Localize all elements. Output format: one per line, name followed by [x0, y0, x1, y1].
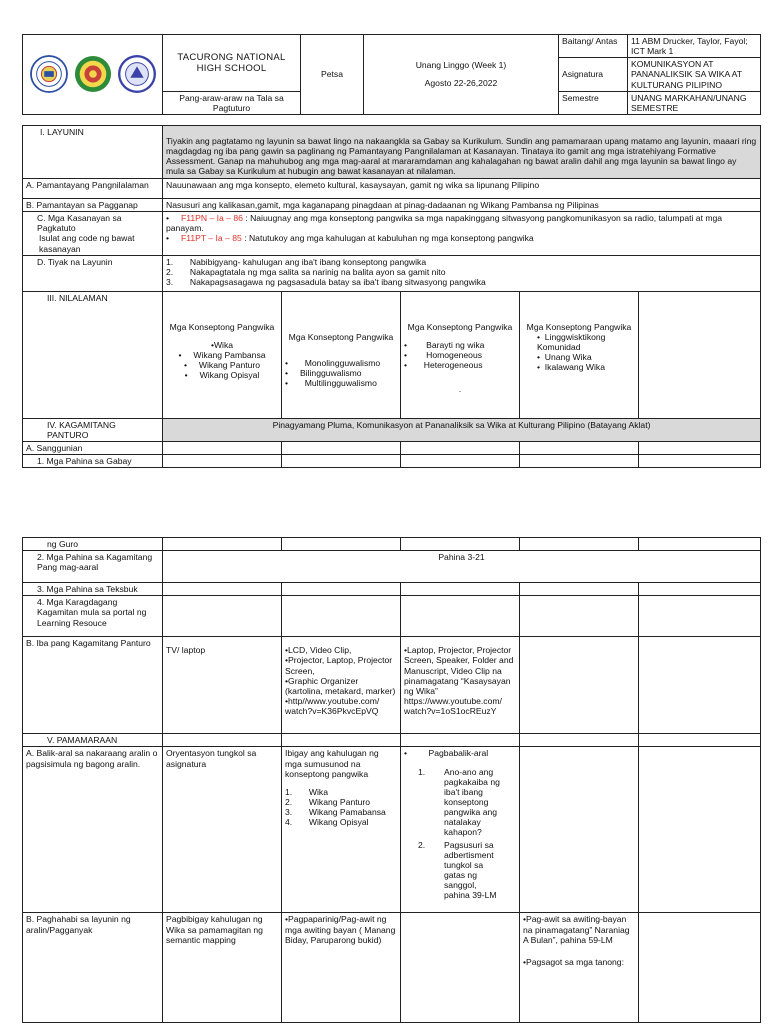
list-item: •Pagsagot sa mga tanong: [523, 956, 624, 967]
list-item: 2. Nakapagtatala ng mga salita sa narinig na balita ayon sa gamit nito [166, 266, 446, 277]
gabay-label: 1. Mga Pahina sa Gabay [23, 455, 163, 468]
list-item: •Graphic Organizer (kartolina, metakard, marker) [285, 675, 396, 696]
stray-mark: . [458, 384, 462, 395]
main-table-page2 [22, 537, 761, 1023]
iba-pang-col-3 [401, 637, 520, 734]
list-item: • Pagbabalik-aral [404, 748, 489, 759]
column-title: Mga Konseptong Pangwika [169, 321, 275, 332]
school-name: TACURONG NATIONAL HIGH SCHOOL [163, 35, 301, 92]
list-item: •Wika [210, 339, 234, 350]
pamantayan-pagganap-text: Nasusuri ang kalikasan,gamit, mga kaganapang pinagdaan at pinag-dadaanan ng Wikang Pambansa ng Pilipinas [163, 199, 761, 212]
nilalaman-col-4 [520, 291, 639, 418]
list-item: •Laptop, Projector, Projector Screen, Speaker, Folder and Manuscript, Video Clip na pinamagatang “Kasaysayan ng Wika” https://www.youtube.com/ watch?v=1oS1ocREuzY [404, 645, 514, 717]
kasanayan-sublabel: Isulat ang code ng bawat kasanayan [39, 233, 135, 254]
iba-pang-col-2 [282, 637, 401, 734]
iba-pang-label: B. Iba pang Kagamitang Panturo [23, 637, 163, 734]
balik-aral-col-3 [401, 747, 520, 913]
nilalaman-col-1 [163, 291, 282, 418]
list-item: • Multilingguwalismo [285, 378, 377, 389]
list-item: • Ikalawang Wika [537, 362, 605, 373]
school-seal-icon [74, 55, 112, 93]
kasanayan-list [163, 212, 761, 256]
list-item: • Bilingguwalismo [285, 367, 362, 378]
main-table-page1 [22, 125, 761, 468]
list-item: • Unang Wika [537, 352, 592, 363]
list-item: • Wikang Opisyal [184, 370, 260, 381]
asignatura-value: KOMUNIKASYON AT PANANALIKSIK SA WIKA AT KULTURANG PILIPINO [628, 58, 761, 91]
tiyak-label: D. Tiyak na Layunin [23, 255, 163, 291]
nilalaman-col-3 [401, 291, 520, 418]
list-item: • Linggwisktikong Komunidad [537, 331, 606, 352]
competency-code: F11PT – Ia – 85 [180, 233, 242, 244]
baitang-label: Baitang/ Antas [559, 35, 628, 58]
list-item: •Pag-awit sa awiting-bayan na pinamagatang” Naraniag A Bulan”, pahina 59-LM [523, 914, 630, 945]
karagdagang-label: 4. Mga Karagdagang Kagamitan mula sa portal ng Learning Resouce [23, 596, 163, 637]
column-title: Mga Konseptong Pangwika [407, 321, 513, 332]
kagamitang-pang-mag-aaral-label: 2. Mga Pahina sa Kagamitang Pang mag-aaral [23, 551, 163, 583]
pamantayang-pangnilalaman-text: Nauunawaan ang mga konsepto, elemeto kultural, kasaysayan, gamit ng wika sa lipunang Pilipino [163, 179, 761, 199]
layunin-label: I. LAYUNIN [23, 126, 163, 179]
division-seal-icon [118, 55, 156, 93]
column-title: Mga Konseptong Pangwika [526, 321, 632, 332]
paghahabi-col-1: Pagbibigay kahulugan ng Wika sa pamamagitan ng semantic mapping [163, 913, 282, 1023]
list-item: • Barayti ng wika [404, 339, 485, 350]
nilalaman-col-5 [639, 291, 761, 418]
pamamaraan-label: V. PAMAMARAAN [23, 734, 163, 747]
list-item: •http//www.youtube.com/ watch?v=K36PkvcEpVQ [285, 695, 380, 717]
tiyak-list [163, 255, 761, 291]
list-item: 1. Nabibigyang- kahulugan ang iba't ibang konseptong pangwika [166, 256, 427, 267]
list-item: • Wikang Pambansa [178, 349, 266, 360]
semestre-label: Semestre [559, 91, 628, 114]
week-label: Unang Linggo (Week 1) [415, 60, 507, 71]
intro-text: Ibigay ang kahulugan ng mga sumusunod na konseptong pangwika [285, 748, 379, 779]
paghahabi-col-2: •Pagpaparinig/Pag-awit ng mga awiting bayan ( Manang Biday, Paruparong bukid) [282, 913, 401, 1023]
balik-aral-col-1: Oryentasyon tungkol sa asignatura [163, 747, 282, 913]
layunin-text: Tiyakin ang pagtatamo ng layunin sa bawat lingo na nakaangkla sa Gabay sa Kurikulum. Sundin ang pamamaraan upang matamo ang layunin, maaari ring magdagdag ng iba pang gawin sa paglinang ng Pamantayang Pangnilalaman at Kasanayan. Tinataya ito gamit ang mga istratehiyang Formative Assessment. Ganap na mahuhubog ang mga mag-aaral at mararamdaman ang kahalagahan ng bawat aralin dahil ang mga layunin sa bawat lingo ay mula sa Gabay sa Kurikulum at hubugin ang bawat kasanayan at nilalaman. [163, 126, 761, 179]
iba-pang-col-1: TV/ laptop [163, 637, 282, 734]
asignatura-label: Asignatura [559, 58, 628, 91]
list-item: • Monolingguwalismo [285, 357, 381, 368]
list-item: 1. Wika [285, 786, 328, 797]
logos-cell [23, 35, 163, 115]
tala-subtitle: Pang-araw-araw na Tala sa Pagtuturo [163, 91, 301, 114]
kasanayan-item: • F11PN – Ia – 86 : Naiuugnay ang mga konseptong pangwika sa mga napakinggang sitwasyong pangkomunikasyon sa radio, talumpati at mga panayam. [166, 213, 723, 234]
kagamitan-label: IV. KAGAMITANG PANTURO [23, 418, 163, 441]
petsa-label: Petsa [301, 35, 364, 115]
list-item: • Heterogeneous [404, 360, 483, 371]
list-item: 2. Wikang Panturo [285, 796, 371, 807]
week-cell [364, 35, 559, 115]
balik-aral-label: A. Balik-aral sa nakaraang aralin o pagsisimula ng bagong aralin. [23, 747, 163, 913]
semestre-value: UNANG MARKAHAN/UNANG SEMESTRE [628, 91, 761, 114]
gabay-label-cont: ng Guro [23, 538, 163, 551]
kagamitan-text: Pinagyamang Pluma, Komunikasyon at Pananaliksik sa Wika at Kulturang Pilipino (Batayang Aklat) [163, 418, 761, 441]
paghahabi-label: B. Paghahabi sa layunin ng aralin/Pagganyak [23, 913, 163, 1023]
pamantayang-pangnilalaman-label: A. Pamantayang Pangnilalaman [23, 179, 163, 199]
list-item: • Homogeneous [404, 349, 483, 360]
pamantayan-pagganap-label: B. Pamantayan sa Pagganap [23, 199, 163, 212]
competency-code: F11PN – Ia – 86 [180, 213, 243, 224]
nilalaman-col-2 [282, 291, 401, 418]
teksbuk-label: 3. Mga Pahina sa Teksbuk [23, 583, 163, 596]
list-item: 4. Wikang Opisyal [285, 817, 369, 828]
column-title: Mga Konseptong Pangwika [288, 331, 394, 342]
list-item: •LCD, Video Clip, [285, 645, 352, 656]
nilalaman-label: III. NILALAMAN [23, 291, 163, 418]
kagamitang-pang-mag-aaral-value: Pahina 3-21 [163, 551, 761, 583]
header-table [22, 34, 761, 115]
kasanayan-item: • F11PT – Ia – 85 : Natutukoy ang mga kahulugan at kabuluhan ng mga konseptong pangwika [166, 233, 534, 244]
deped-seal-icon [30, 55, 68, 93]
list-item: •Projector, Laptop, Projector Screen, [285, 655, 393, 676]
list-item: 3. Wikang Pamabansa [285, 807, 386, 818]
kasanayan-label: C. Mga Kasanayan sa Pagkatuto Isulat ang code ng bawat kasanayan [23, 212, 163, 256]
list-item: 1. Ano-ano ang pagkakaiba ng iba't ibang konseptong pangwika ang natalakay kahapon? [418, 766, 500, 838]
paghahabi-col-4 [520, 913, 639, 1023]
sanggunian-label: A. Sanggunian [23, 441, 163, 454]
date-range: Agosto 22-26,2022 [424, 78, 498, 89]
list-item: 3. Nakapagsasagawa ng pagsasadula batay sa iba't ibang sitwasyong pangwika [166, 276, 486, 287]
list-item: • Wikang Panturo [183, 360, 261, 371]
balik-aral-col-2 [282, 747, 401, 913]
baitang-value: 11 ABM Drucker, Taylor, Fayol; ICT Mark 1 [628, 35, 761, 58]
list-item: 2. Pagsusuri sa adbertisment tungkol sa gatas ng sanggol, pahina 39-LM [418, 839, 497, 901]
